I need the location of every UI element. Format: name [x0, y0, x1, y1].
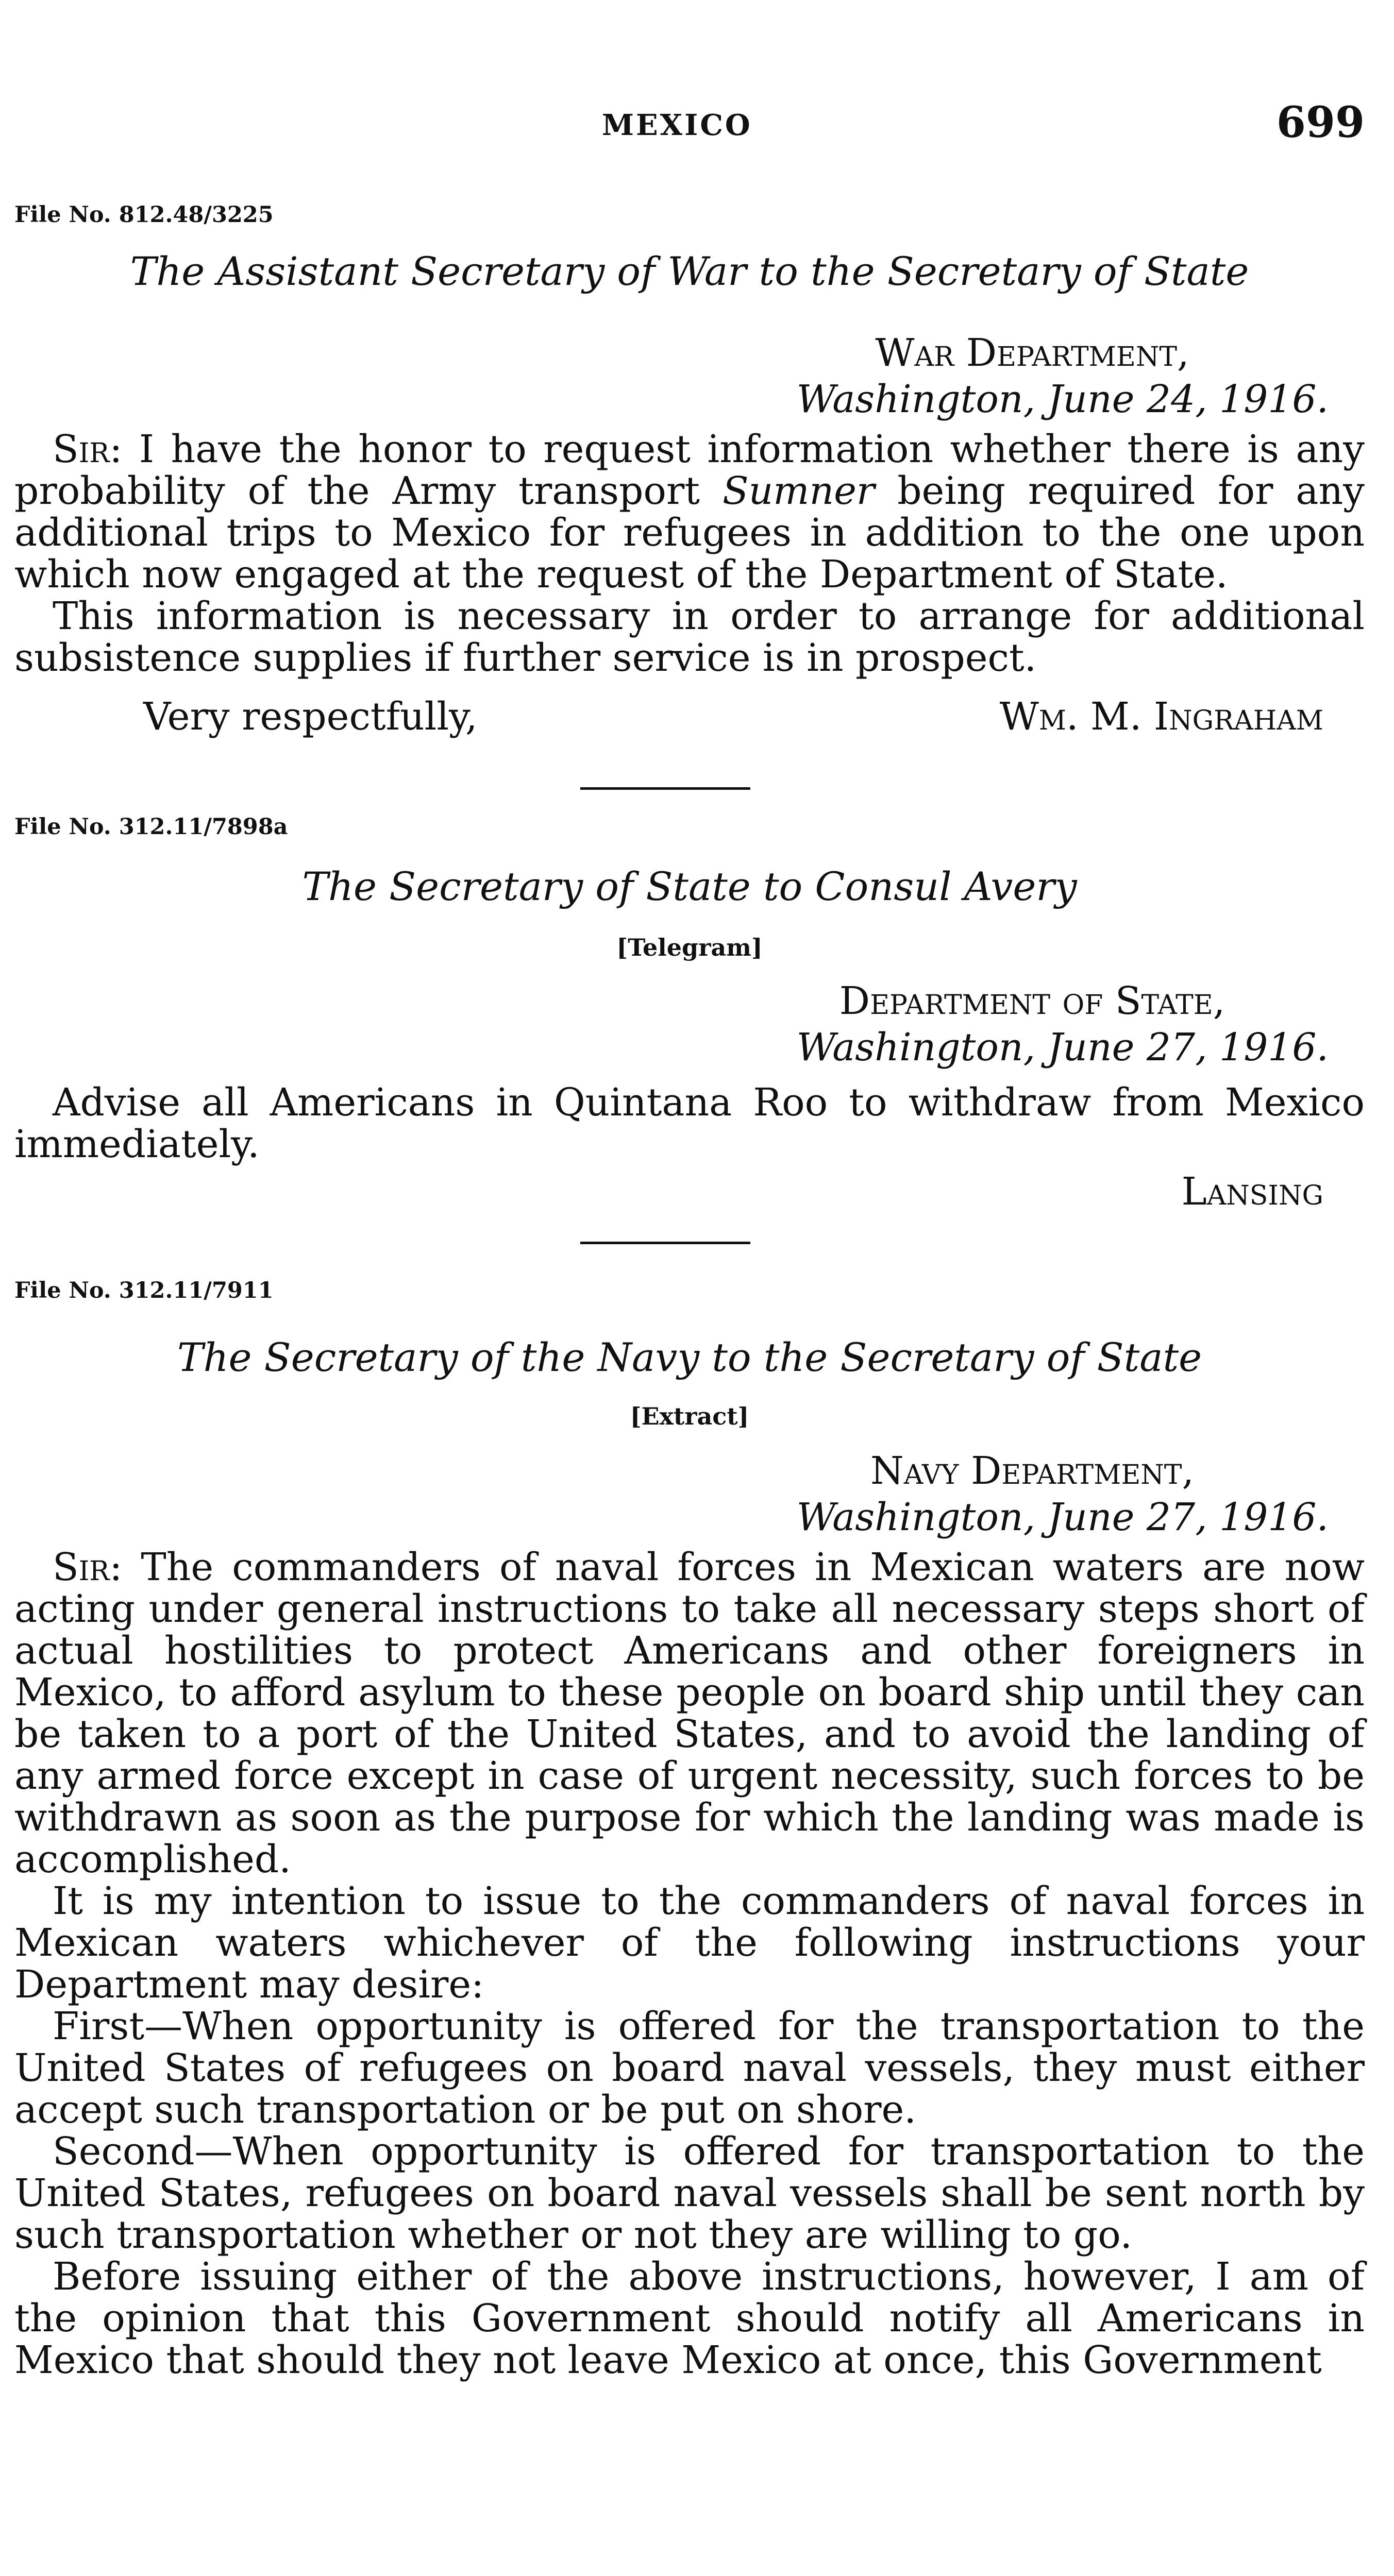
office-name: Navy Department,	[870, 1449, 1194, 1493]
dateline	[736, 978, 1329, 1071]
signature: Wm. M. Ingraham	[999, 694, 1323, 739]
paragraph-text: The commanders of naval forces in Mexican waters are now acting under general instructions to take all necessary steps short of actual hostilities to protect Americans and other foreigners in Mexico, to afford asylum to these people on board ship until they can be taken to a port of the United States, and to avoid the landing of any armed force except in case of urgent necessity, such forces to be withdrawn as soon as the purpose for which the landing was made is accomplished.	[14, 1545, 1365, 1882]
document-title: The Secretary of the Navy to the Secretary of State	[177, 1334, 1202, 1380]
section-separator	[580, 1242, 750, 1244]
file-number: File No. 812.48/3225	[14, 202, 274, 228]
letter-body	[14, 429, 1365, 679]
salutation: Sir:	[53, 1545, 123, 1589]
office-name: Department of State,	[839, 979, 1225, 1023]
ship-name: Sumner	[722, 469, 875, 513]
place-date: Washington, June 24, 1916.	[796, 377, 1329, 421]
closing-row	[14, 1170, 1365, 1216]
file-number: File No. 312.11/7911	[14, 1278, 274, 1303]
closing-row	[14, 694, 1365, 741]
office-name: War Department,	[875, 331, 1189, 375]
page-number: 699	[1276, 98, 1365, 147]
document-note: [Telegram]	[616, 934, 763, 961]
place-date: Washington, June 27, 1916.	[796, 1025, 1329, 1070]
paragraph: Second—When opportunity is offered for transportation to the United States, refugees on board naval vessels shall be sent north by such transportation whether or not they are willing to go.	[14, 2129, 1365, 2257]
paragraph: This information is necessary in order to arrange for additional subsistence supplies if further service is in prospect.	[14, 594, 1365, 680]
letter-body	[14, 1547, 1365, 2381]
document-note: [Extract]	[630, 1402, 749, 1430]
file-number: File No. 312.11/7898a	[14, 814, 288, 840]
paragraph: First—When opportunity is offered for the transportation to the United States of refugees on board naval vessels, they must either accept such transportation or be put on shore.	[14, 2004, 1365, 2132]
document-title: The Assistant Secretary of War to the Secretary of State	[130, 248, 1249, 294]
place-date: Washington, June 27, 1916.	[796, 1495, 1329, 1539]
document-title: The Secretary of State to Consul Avery	[302, 863, 1077, 909]
running-head	[14, 98, 1365, 149]
document-page	[14, 0, 1365, 2576]
running-title: MEXICO	[602, 108, 752, 142]
telegram-body	[14, 1082, 1365, 1165]
signature: Lansing	[1181, 1170, 1323, 1214]
paragraph	[14, 429, 1365, 596]
paragraph: Advise all Americans in Quintana Roo to withdraw from Mexico immediately.	[14, 1080, 1365, 1166]
paragraph	[14, 1547, 1365, 1880]
paragraph-text: I have the honor to request information whether there is any probability of the Army transport	[14, 427, 1365, 513]
salutation: Sir:	[53, 427, 123, 471]
dateline	[736, 1448, 1329, 1540]
section-separator	[580, 787, 750, 790]
complimentary-close: Very respectfully,	[143, 694, 478, 739]
paragraph-text: being required for any additional trips to Mexico for refugees in addition to the one upon which now engaged at the request of the Department of State.	[14, 469, 1365, 597]
paragraph: Before issuing either of the above instructions, however, I am of the opinion that this Government should notify all Americans in Mexico that should they not leave Mexico at once, this Government	[14, 2255, 1365, 2382]
dateline	[736, 330, 1329, 422]
paragraph: It is my intention to issue to the commanders of naval forces in Mexican waters whichever of the following instructions your Department may desire:	[14, 1879, 1365, 2007]
